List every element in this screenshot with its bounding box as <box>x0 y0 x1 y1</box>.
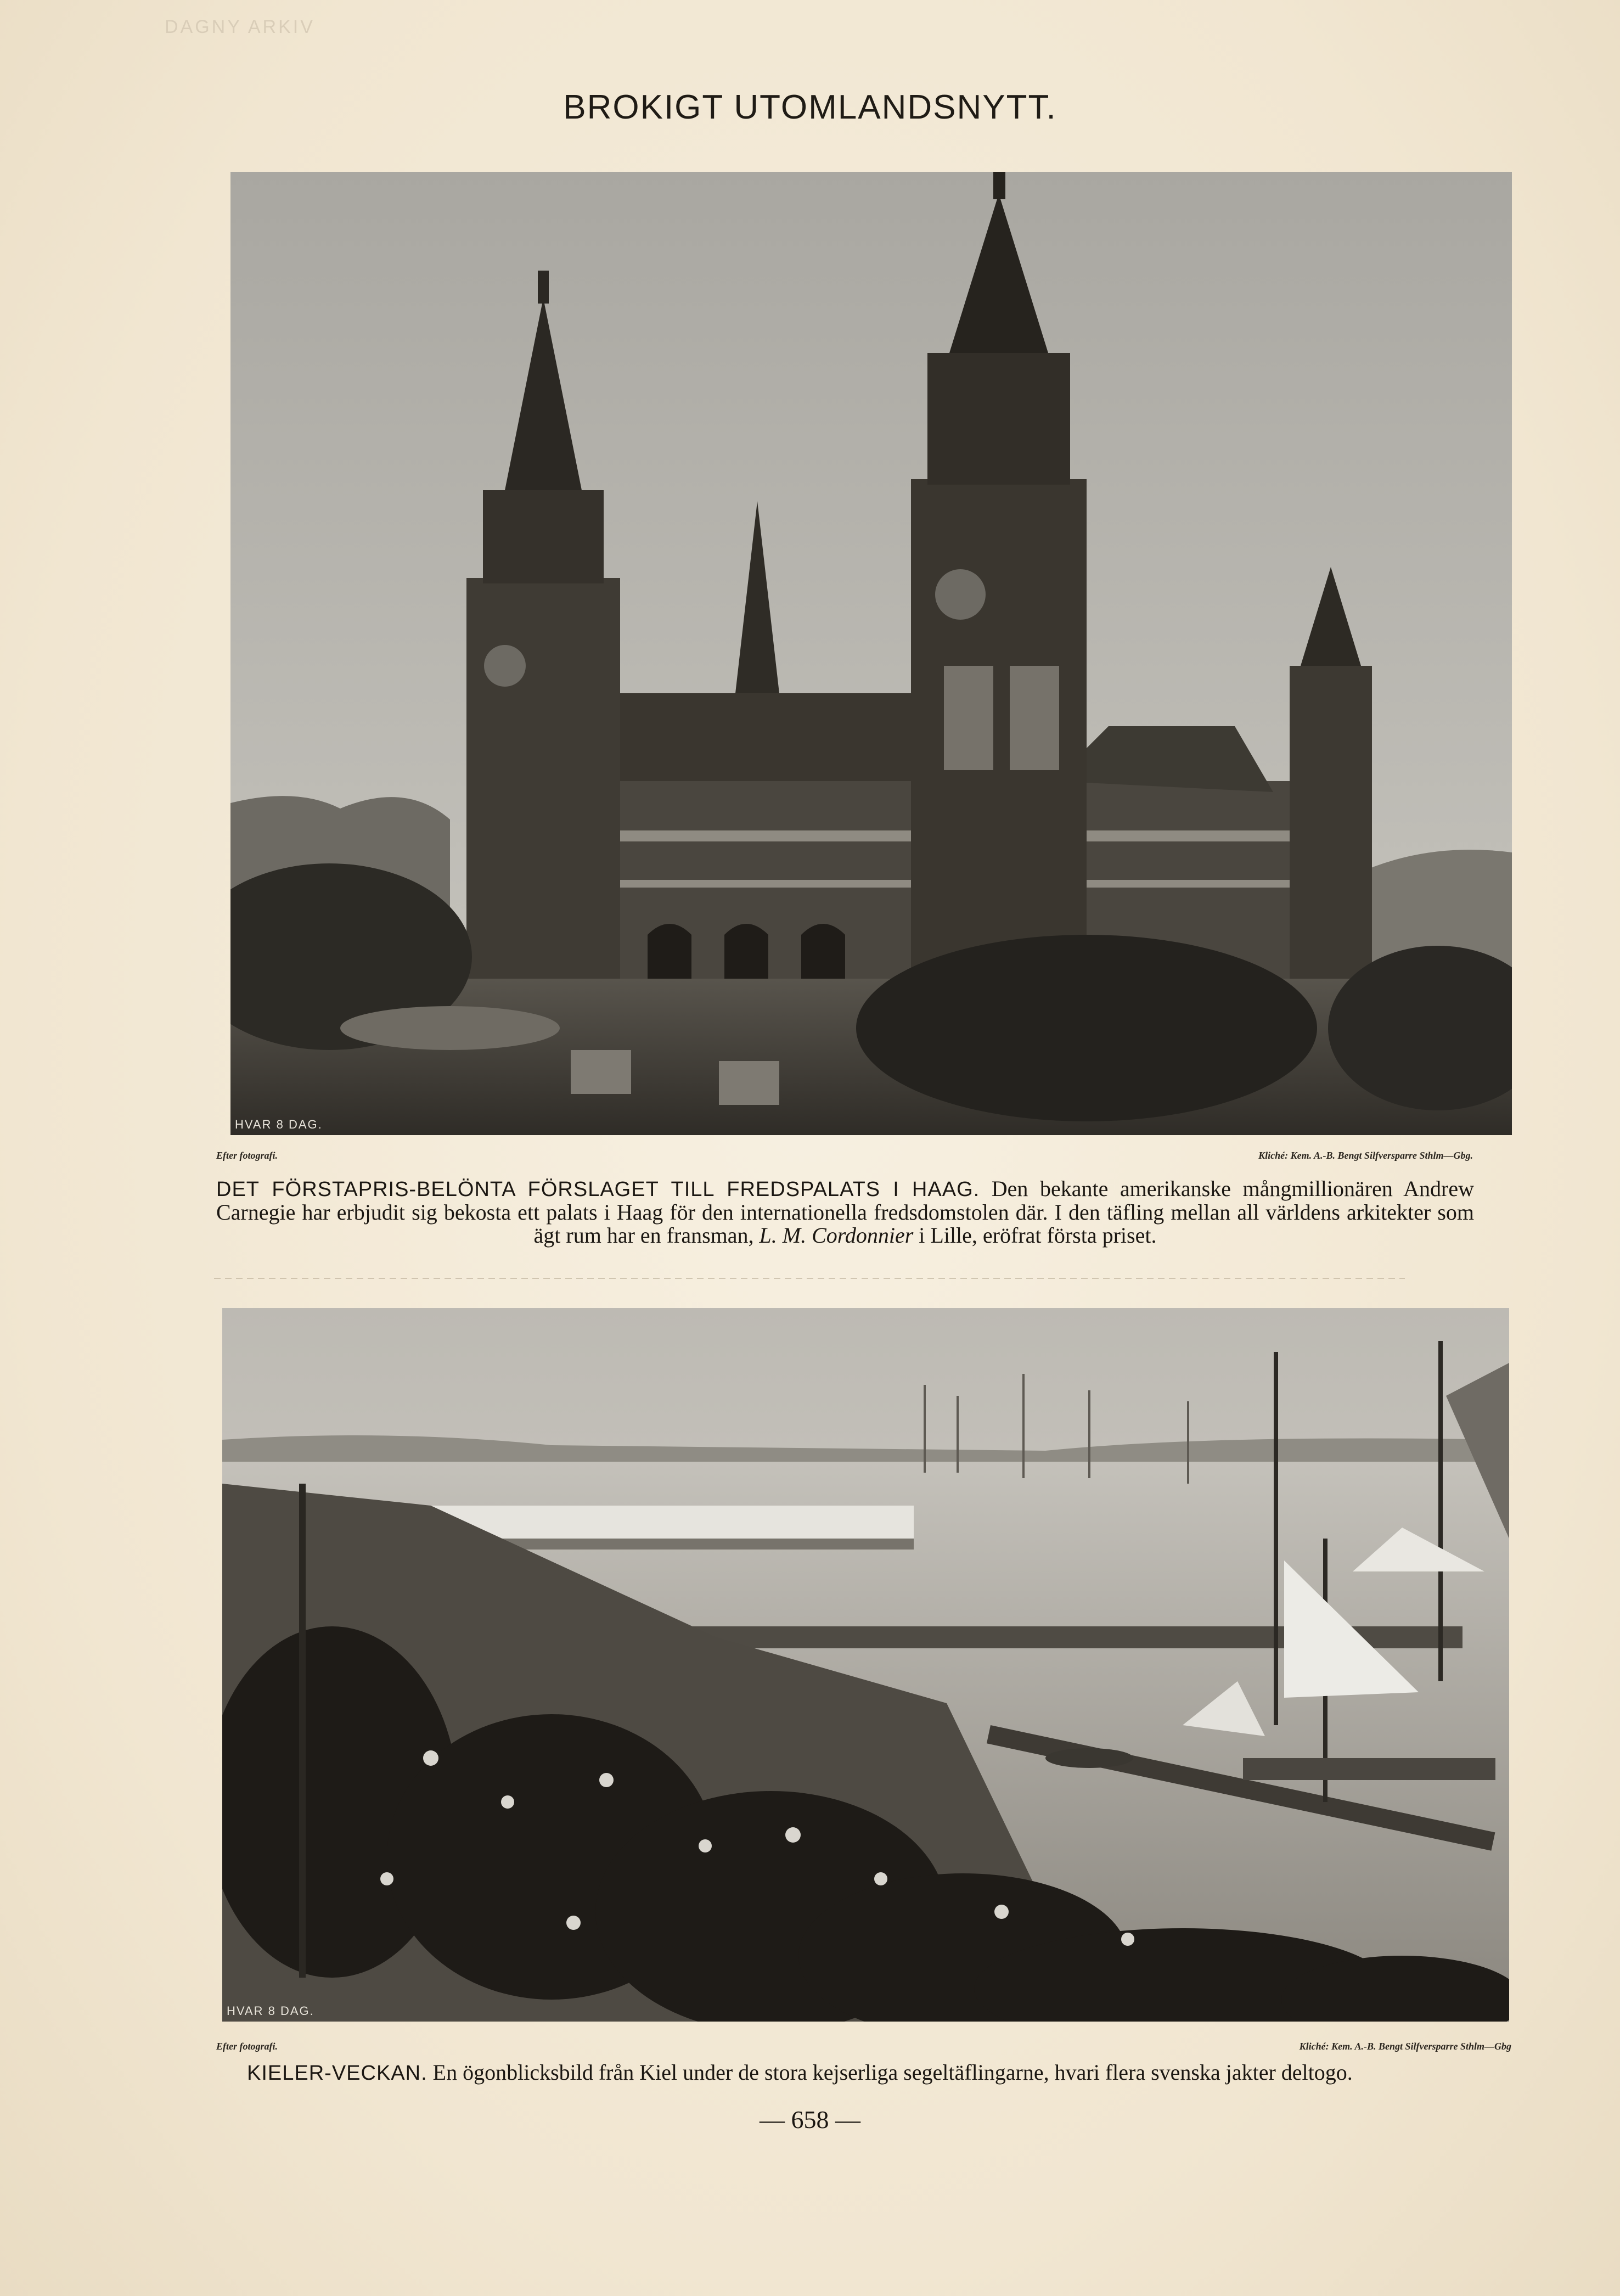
page-number: — 658 — <box>760 2106 860 2134</box>
peace-palace-illustration <box>230 172 1512 1135</box>
kiel-harbour-illustration <box>222 1308 1509 2022</box>
caption-body: Den bekante amerikanske mångmillionären Andrew Carnegie har erbjudit sig bekosta ett palats i Haag för den internationella fredsdomstolen där. I den täfling mellan all världens arkitekter som ägt rum har en fransman, <box>216 1176 1475 1248</box>
photo-mark: HVAR 8 DAG. <box>227 2004 314 2018</box>
page-title: BROKIGT UTOMLANDSNYTT. <box>563 88 1057 126</box>
photo-credit-right: Kliché: Kem. A.-B. Bengt Silfversparre Sthlm—Gbg. <box>1258 1150 1473 1161</box>
faded-stamp: DAGNY ARKIV <box>165 16 315 37</box>
photo-credit-left: Efter fotografi. <box>216 1150 278 1161</box>
figure-caption-1 <box>216 1177 1474 1247</box>
caption-architect-name: L. M. Cordonnier <box>759 1223 914 1248</box>
separator-rule <box>214 1278 1405 1279</box>
caption-lead: DET FÖRSTAPRIS-BELÖNTA FÖRSLAGET TILL FREDSPALATS I HAAG. <box>216 1178 980 1201</box>
caption-body: En ögonblicksbild från Kiel under de stora kejserliga segeltäflingarne, hvari flera svenska jakter deltogo. <box>432 2060 1353 2085</box>
photo-credit-right: Kliché: Kem. A.-B. Bengt Silfversparre Sthlm—Gbg <box>1299 2041 1511 2052</box>
peace-palace-photo <box>230 172 1512 1135</box>
photo-mark: HVAR 8 DAG. <box>235 1118 323 1131</box>
figure-caption-2 <box>247 2061 1482 2085</box>
photo-credit-left: Efter fotografi. <box>216 2041 278 2052</box>
kiel-week-photo <box>222 1308 1509 2022</box>
caption-lead: KIELER-VECKAN. <box>247 2062 428 2085</box>
caption-tail: i Lille, eröfrat första priset. <box>919 1223 1157 1248</box>
